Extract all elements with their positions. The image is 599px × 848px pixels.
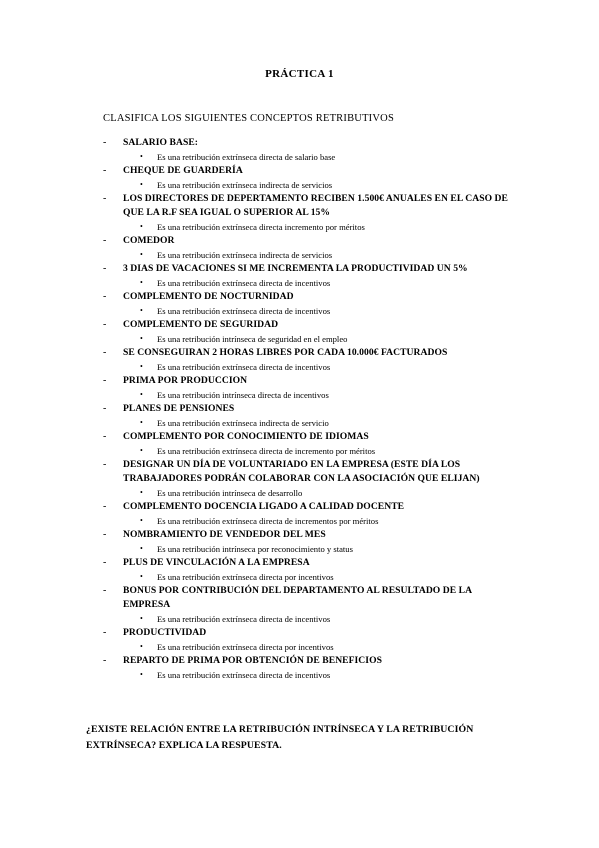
concept-description-text: Es una retribución extrínseca directa incremento por méritos [157, 222, 365, 232]
concept-description-text: Es una retribución extrínseca directa de incentivos [157, 670, 331, 680]
concept-name: COMPLEMENTO POR CONOCIMIENTO DE IDIOMAS [123, 431, 369, 442]
concept-name: 3 DIAS DE VACACIONES SI ME INCREMENTA LA PRODUCTIVIDAD UN 5% [123, 263, 468, 274]
dash-marker: - [103, 501, 107, 512]
dash-marker: - [103, 585, 107, 596]
concept-name: DESIGNAR UN DÍA DE VOLUNTARIADO EN LA EMPRESA (ESTE DÍA LOS TRABAJADORES PODRÁN COLABORAR CON LA ASOCIACIÓN QUE ELIJAN) [123, 459, 480, 484]
concept-description-text: Es una retribución intrínseca de desarrollo [157, 488, 303, 498]
concept-description [123, 570, 511, 584]
concept-description-text: Es una retribución extrínseca directa de incentivos [157, 306, 331, 316]
concept-item [101, 556, 511, 584]
concept-description-text: Es una retribución extrínseca directa de incrementos por méritos [157, 516, 379, 526]
concept-description-text: Es una retribución extrínseca indirecta de servicio [157, 418, 329, 428]
concept-description [123, 486, 511, 500]
concept-item [101, 626, 511, 654]
concept-item [101, 430, 511, 458]
bullet-icon: • [140, 152, 143, 161]
dash-marker: - [103, 193, 107, 204]
bullet-icon: • [140, 306, 143, 315]
concept-item [101, 458, 511, 500]
concept-description [123, 248, 511, 262]
concept-description-text: Es una retribución extrínseca directa por incentivos [157, 642, 334, 652]
final-question: ¿EXISTE RELACIÓN ENTRE LA RETRIBUCIÓN INTRÍNSECA Y LA RETRIBUCIÓN EXTRÍNSECA? EXPLICA LA RESPUESTA. [86, 724, 474, 751]
concept-name: CHEQUE DE GUARDERÍA [123, 165, 243, 176]
bullet-icon: • [140, 418, 143, 427]
concept-description [123, 150, 511, 164]
concept-item [101, 164, 511, 192]
dash-marker: - [103, 263, 107, 274]
concept-item [101, 192, 511, 234]
concept-name: COMEDOR [123, 235, 175, 246]
concept-description [123, 332, 511, 346]
concept-item [101, 528, 511, 556]
dash-marker: - [103, 627, 107, 638]
bullet-icon: • [140, 278, 143, 287]
concept-item [101, 290, 511, 318]
dash-marker: - [103, 291, 107, 302]
bullet-icon: • [140, 488, 143, 497]
bullet-icon: • [140, 544, 143, 553]
dash-marker: - [103, 403, 107, 414]
concept-name: PRODUCTIVIDAD [123, 627, 207, 638]
concept-description [123, 640, 511, 654]
bullet-icon: • [140, 572, 143, 581]
concept-description [123, 220, 511, 234]
bullet-icon: • [140, 642, 143, 651]
instructions-heading: CLASIFICA LOS SIGUIENTES CONCEPTOS RETRIBUTIVOS [103, 113, 394, 124]
concept-description-text: Es una retribución extrínseca directa por incentivos [157, 572, 334, 582]
concept-description-text: Es una retribución extrínseca directa de incentivos [157, 614, 331, 624]
concept-description [123, 542, 511, 556]
dash-marker: - [103, 319, 107, 330]
dash-marker: - [103, 655, 107, 666]
concept-item [101, 374, 511, 402]
concept-item [101, 136, 511, 164]
concept-description [123, 444, 511, 458]
concept-description-text: Es una retribución intrínseca de seguridad en el empleo [157, 334, 348, 344]
concept-item [101, 346, 511, 374]
concept-description [123, 178, 511, 192]
concept-name: PRIMA POR PRODUCCION [123, 375, 248, 386]
concept-description-text: Es una retribución intrínseca directa de incentivos [157, 390, 329, 400]
concept-description [123, 668, 511, 682]
concept-name: REPARTO DE PRIMA POR OBTENCIÓN DE BENEFICIOS [123, 655, 382, 666]
concept-name: SALARIO BASE: [123, 137, 199, 148]
concept-item [101, 402, 511, 430]
dash-marker: - [103, 557, 107, 568]
bullet-icon: • [140, 516, 143, 525]
concept-name: LOS DIRECTORES DE DEPERTAMENTO RECIBEN 1.500€ ANUALES EN EL CASO DE QUE LA R.F SEA IGUAL O SUPERIOR AL 15% [123, 193, 508, 218]
dash-marker: - [103, 347, 107, 358]
dash-marker: - [103, 375, 107, 386]
concept-name: COMPLEMENTO DE NOCTURNIDAD [123, 291, 294, 302]
concept-description-text: Es una retribución extrínseca indirecta de servicios [157, 250, 333, 260]
dash-marker: - [103, 459, 107, 470]
concept-description [123, 360, 511, 374]
concept-item [101, 234, 511, 262]
bullet-icon: • [140, 362, 143, 371]
concept-name: NOMBRAMIENTO DE VENDEDOR DEL MES [123, 529, 326, 540]
concept-name: BONUS POR CONTRIBUCIÓN DEL DEPARTAMENTO AL RESULTADO DE LA EMPRESA [123, 585, 472, 610]
concept-item [101, 318, 511, 346]
concept-name: PLANES DE PENSIONES [123, 403, 235, 414]
concept-name: PLUS DE VINCULACIÓN A LA EMPRESA [123, 557, 310, 568]
concept-name: COMPLEMENTO DOCENCIA LIGADO A CALIDAD DOCENTE [123, 501, 405, 512]
bullet-icon: • [140, 180, 143, 189]
concept-item [101, 500, 511, 528]
bullet-icon: • [140, 222, 143, 231]
dash-marker: - [103, 137, 107, 148]
concept-description-text: Es una retribución extrínseca directa de incremento por méritos [157, 446, 376, 456]
concept-description [123, 304, 511, 318]
dash-marker: - [103, 529, 107, 540]
bullet-icon: • [140, 614, 143, 623]
bullet-icon: • [140, 334, 143, 343]
concept-description-text: Es una retribución intrínseca por reconocimiento y status [157, 544, 353, 554]
bullet-icon: • [140, 670, 143, 679]
dash-marker: - [103, 235, 107, 246]
concept-description-text: Es una retribución extrínseca directa de salario base [157, 152, 336, 162]
dash-marker: - [103, 431, 107, 442]
bullet-icon: • [140, 446, 143, 455]
concept-description [123, 514, 511, 528]
concept-description-text: Es una retribución extrínseca directa de incentivos [157, 278, 331, 288]
concept-description [123, 416, 511, 430]
concept-item [101, 584, 511, 626]
bullet-icon: • [140, 390, 143, 399]
concept-description-text: Es una retribución extrínseca indirecta de servicios [157, 180, 333, 190]
concept-list [101, 136, 511, 682]
concept-item [101, 262, 511, 290]
page-title: PRÁCTICA 1 [265, 68, 334, 80]
concept-description [123, 276, 511, 290]
bullet-icon: • [140, 250, 143, 259]
concept-name: SE CONSEGUIRAN 2 HORAS LIBRES POR CADA 10.000€ FACTURADOS [123, 347, 448, 358]
concept-description [123, 388, 511, 402]
concept-description [123, 612, 511, 626]
concept-description-text: Es una retribución extrínseca directa de incentivos [157, 362, 331, 372]
concept-name: COMPLEMENTO DE SEGURIDAD [123, 319, 279, 330]
dash-marker: - [103, 165, 107, 176]
concept-item [101, 654, 511, 682]
